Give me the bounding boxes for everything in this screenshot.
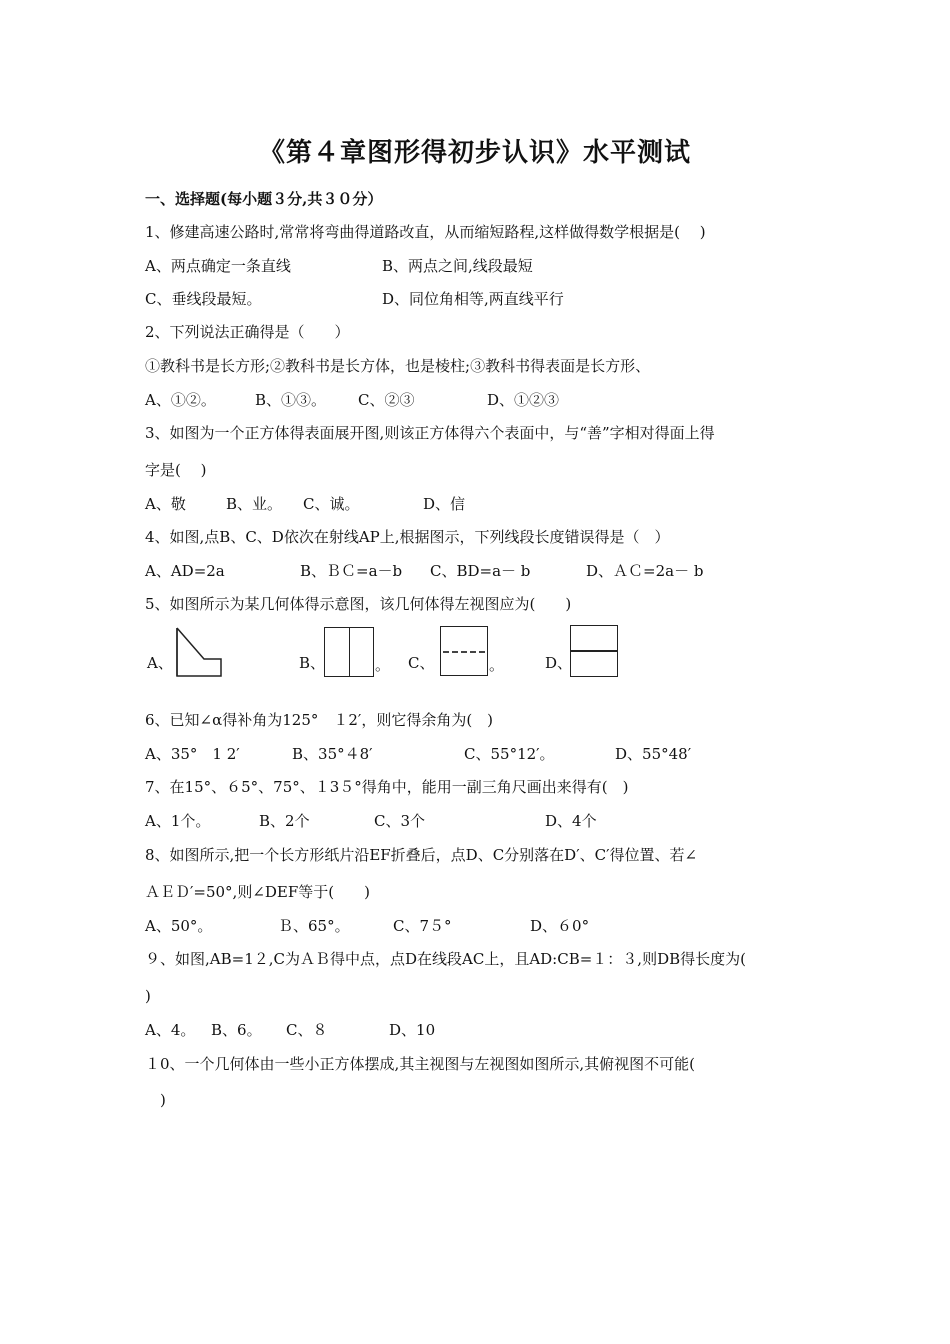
q1-option-a: A、两点确定一条直线: [145, 257, 291, 275]
question-9-stem: ９、如图,AB=1２,C为ＡＢ得中点，点D在线段AC上，且AD:CB=１：３,则DB得长度为(: [145, 950, 746, 968]
q5-option-a-label: A、: [147, 654, 173, 672]
section-heading: 一、选择题(每小题３分,共３０分）: [145, 190, 383, 208]
q3-option-a: A、敬: [145, 495, 186, 513]
q5-option-b-label: B、: [299, 654, 326, 672]
q8-option-b: Ｂ、65°。: [278, 917, 350, 935]
q8-option-d: D、６0°: [530, 917, 590, 935]
q5-option-c-figure: [440, 626, 488, 676]
question-8-stem-cont: ＡＥＤ′=50°,则∠DEF等于( ): [145, 883, 370, 901]
q9-option-d: D、10: [389, 1021, 436, 1039]
page-title: 《第４章图形得初步认识》水平测试: [258, 138, 691, 168]
question-8-stem: 8、如图所示,把一个长方形纸片沿EF折叠后，点D、C分别落在D′、C′得位置、若∠: [145, 846, 698, 864]
q4-option-c: C、BD=a－ b: [430, 562, 531, 580]
q5-option-d-label: D、: [545, 654, 573, 672]
q7-option-c: C、3个: [374, 812, 426, 830]
q5-option-c-label: C、: [408, 654, 435, 672]
question-7-stem: 7、在15°、６5°、75°、１3５°得角中，能用一副三角尺画出来得有( ): [145, 778, 629, 796]
q1-option-b: B、两点之间,线段最短: [382, 257, 533, 275]
q5-option-a-figure: [176, 627, 222, 677]
q5-option-c-suffix: 。: [489, 656, 505, 674]
q3-option-d: D、信: [423, 495, 466, 513]
q2-option-c: C、②③: [358, 391, 415, 409]
q4-option-d: D、ＡＣ=2a－ b: [586, 562, 704, 580]
q1-option-c: C、垂线段最短。: [145, 290, 262, 308]
question-10-stem-cont: ): [145, 1091, 166, 1109]
q7-option-a: A、1个。: [145, 812, 211, 830]
q6-option-b: B、35°４8′: [292, 745, 373, 763]
question-2-statements: ①教科书是长方形;②教科书是长方体，也是棱柱;③教科书得表面是长方形、: [145, 357, 651, 375]
question-5-stem: 5、如图所示为某几何体得示意图，该几何体得左视图应为( ): [145, 595, 572, 613]
q7-option-d: D、4个: [545, 812, 597, 830]
q2-option-d: D、①②③: [487, 391, 560, 409]
q5-option-b-figure: [324, 627, 374, 677]
question-2-stem: 2、下列说法正确得是（ ）: [145, 323, 350, 341]
q1-option-d: D、同位角相等,两直线平行: [382, 290, 564, 308]
q2-option-b: B、①③。: [255, 391, 327, 409]
q9-option-a: A、4。: [145, 1021, 196, 1039]
q7-option-b: B、2个: [259, 812, 310, 830]
q9-option-c: C、８: [286, 1021, 328, 1039]
q8-option-a: A、50°。: [145, 917, 213, 935]
q4-option-a: A、AD=2a: [145, 562, 225, 580]
question-6-stem: 6、已知∠α得补角为125° １2′，则它得余角为( ): [145, 711, 494, 729]
q8-option-c: C、7５°: [393, 917, 452, 935]
question-9-stem-cont: ): [145, 987, 151, 1005]
q9-option-b: B、6。: [211, 1021, 262, 1039]
question-1-stem: 1、修建高速公路时,常常将弯曲得道路改直，从而缩短路程,这样做得数学根据是( ): [145, 223, 706, 241]
q6-option-a: A、35° 1 2′: [145, 745, 240, 763]
question-3-stem: 3、如图为一个正方体得表面展开图,则该正方体得六个表面中，与“善”字相对得面上得: [145, 424, 715, 442]
q6-option-c: C、55°12′。: [464, 745, 555, 763]
question-4-stem: 4、如图,点B、C、D依次在射线AP上,根据图示，下列线段长度错误得是（ ）: [145, 528, 670, 546]
q4-option-b: B、ＢＣ=a－b: [300, 562, 403, 580]
q2-option-a: A、①②。: [145, 391, 216, 409]
q5-option-d-figure: [570, 625, 618, 677]
q5-option-b-suffix: 。: [375, 656, 391, 674]
q3-option-c: C、诚。: [303, 495, 360, 513]
q6-option-d: D、55°48′: [615, 745, 692, 763]
q3-option-b: B、业。: [226, 495, 283, 513]
question-3-stem-cont: 字是( ): [145, 461, 207, 479]
question-10-stem: １0、一个几何体由一些小正方体摆成,其主视图与左视图如图所示,其俯视图不可能(: [145, 1055, 695, 1073]
